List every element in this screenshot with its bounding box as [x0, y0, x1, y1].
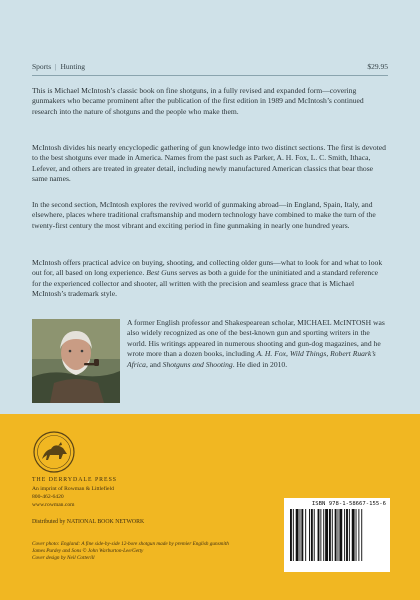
barcode-bar: [320, 509, 321, 561]
genre-label: [32, 62, 85, 71]
bio-text-1: A former English professor and Shakespearean scholar,: [127, 318, 298, 327]
barcode-bar: [323, 509, 324, 561]
barcode-bar: [290, 509, 292, 561]
barcode-bar: [335, 509, 337, 561]
barcode-bar: [301, 509, 303, 561]
barcode-bar: [311, 509, 313, 561]
barcode-bar: [325, 509, 328, 561]
isbn-label: ISBN 978-1-58667-155-6: [311, 501, 386, 507]
publisher-website: www.rowman.com: [32, 502, 75, 508]
genre-secondary: Hunting: [60, 62, 86, 71]
barcode-bar: [318, 509, 320, 561]
publisher-phone: 800-462-6420: [32, 494, 64, 500]
bio-separator-1: ,: [286, 349, 290, 359]
author-portrait-image: [32, 319, 120, 403]
book-title-a-h-fox: A. H. Fox: [256, 349, 287, 359]
barcode-graphic: [288, 509, 386, 567]
distributor-line: Distributed by NATIONAL BOOK NETWORK: [32, 519, 145, 525]
barcode-bar: [358, 509, 359, 561]
bio-separator-2: ,: [326, 349, 331, 359]
book-title-best-guns: Best Guns: [146, 268, 178, 278]
barcode-bar: [338, 509, 339, 561]
header-divider: [32, 75, 388, 76]
genre-separator: |: [55, 62, 57, 71]
p4-text-end: serves as both a guide for the uninitiated and a standard reference for the experienced collector and shooter, all written with the precision and seamless grace that is Michael McIntosh’s trademark style.: [32, 268, 378, 299]
publisher-logo-icon: [32, 430, 76, 474]
barcode-bar: [346, 509, 348, 561]
description-paragraph-2: McIntosh divides his nearly encyclopedic gathering of gun knowledge into two distinct sections. The first is devoted to the best shotguns ever made in America. Names from the past such as Parker, A. H. Fox, L. C. Smith, Ithaca, Lefever, and others are treated in greater detail, including newly manufactured American classics that bear those same names.: [32, 143, 386, 184]
barcode-bar: [296, 509, 299, 561]
price-label: $29.95: [367, 62, 388, 71]
cover-credits: [32, 541, 232, 562]
book-title-robert-ruarks-africa: Robert Ruark’s Africa: [127, 349, 376, 369]
description-paragraph-1: This is Michael McIntosh’s classic book on fine shotguns, in a fully revised and expanded form—covering gunmakers who became prominent after the publication of the first edition in 1989 and McIntosh’s continued research into the nature of shotguns and the people who make them.: [32, 86, 364, 116]
book-title-shotguns-and-shooting: Shotguns and Shooting: [162, 359, 233, 369]
description-paragraph-3: In the second section, McIntosh explores the revived world of gunmaking abroad—in England, Spain, Italy, and elsewhere, places where traditional craftsmanship and modern technology have combined to make the turn of the twenty-first century the most vibrant and exciting period in fine gunmaking in nearly one hundred years.: [32, 200, 376, 230]
bio-separator-3: , and: [145, 359, 163, 369]
author-photo: [32, 319, 120, 403]
barcode-bar: [309, 509, 310, 561]
barcode-bar: [305, 509, 306, 561]
design-credit: Cover design by Neil Cotterill: [32, 555, 95, 561]
barcode-bar: [293, 509, 294, 561]
author-bio: [127, 318, 389, 370]
publisher-name: THE DERRYDALE PRESS: [32, 477, 118, 483]
p4-text-start: McIntosh offers practical advice on buying, shooting, and collecting older guns—what to look for and what to look out for, all based on long experience.: [32, 258, 383, 278]
author-name: MICHAEL McINTOSH: [297, 318, 372, 327]
barcode-bar: [329, 509, 331, 561]
photo-credit: Cover photo: England: A fine side-by-side 12-bore shotgun made by premier English gunsmith James Purdey and Sons © John Warburton-Lee/Getty: [32, 541, 229, 554]
bio-text-3: . He died in 2010.: [232, 359, 288, 369]
barcode-bar: [352, 509, 355, 561]
barcode-bar: [332, 509, 333, 561]
barcode-panel: [284, 498, 390, 572]
bio-text-2: was also widely recognized as one of the best-known gun and sporting writers in the world. His writings appeared in numerous shooting and gun-dog magazines, and he wrote more than a dozen books, including: [127, 318, 385, 359]
barcode-bar: [339, 509, 342, 561]
barcode-bar: [361, 509, 362, 561]
barcode-bar: [314, 509, 315, 561]
barcode-bar: [300, 509, 301, 561]
barcode-bar: [349, 509, 350, 561]
genre-primary: Sports: [32, 62, 52, 71]
description-paragraph-4: [32, 258, 388, 300]
book-title-wild-things: Wild Things: [289, 349, 327, 359]
barcode-bar: [356, 509, 357, 561]
publisher-imprint: An imprint of Rowman & Littlefield: [32, 486, 114, 492]
barcode-bar: [344, 509, 345, 561]
